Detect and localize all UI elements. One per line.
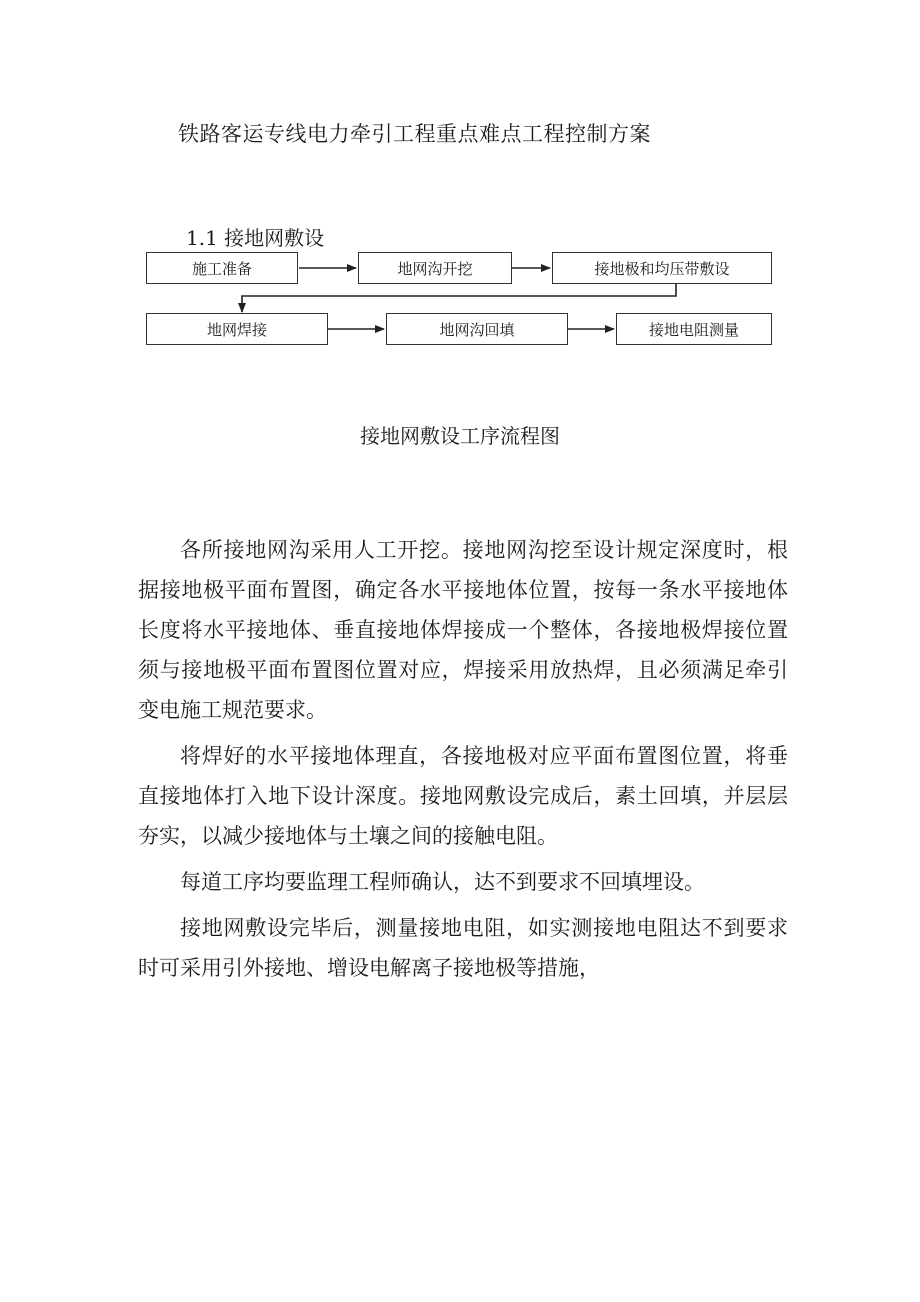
flow-step-electrode-laying: 接地极和均压带敷设: [552, 252, 772, 284]
body-text: [138, 530, 788, 994]
paragraph: 各所接地网沟采用人工开挖。接地网沟挖至设计规定深度时，根据接地极平面布置图，确定各水平接地体位置，按每一条水平接地体长度将水平接地体、垂直接地体焊接成一个整体，各接地极焊接位置须与接地极平面布置图位置对应，焊接采用放热焊，且必须满足牵引变电施工规范要求。: [138, 538, 788, 722]
flow-step-trench-excavation: 地网沟开挖: [358, 252, 512, 284]
paragraph: 接地网敷设完毕后，测量接地电阻，如实测接地电阻达不到要求时可采用引外接地、增设电解离子接地极等措施，: [138, 916, 788, 980]
flow-step-grid-welding: 地网焊接: [146, 313, 328, 345]
paragraph: 将焊好的水平接地体理直，各接地极对应平面布置图位置，将垂直接地体打入地下设计深度。接地网敷设完成后，素土回填，并层层夯实，以减少接地体与土壤之间的接触电阻。: [138, 744, 788, 848]
flow-step-trench-backfill: 地网沟回填: [386, 313, 568, 345]
document-title: 铁路客运专线电力牵引工程重点难点工程控制方案: [178, 122, 651, 146]
flowchart-caption: 接地网敷设工序流程图: [360, 424, 560, 448]
section-heading: 1.1 接地网敷设: [186, 226, 325, 250]
flow-step-resistance-test: 接地电阻测量: [616, 313, 772, 345]
arrow-step3-step4: [242, 284, 676, 312]
flow-step-construction-prep: 施工准备: [146, 252, 298, 284]
paragraph: 每道工序均要监理工程师确认，达不到要求不回填埋设。: [180, 870, 705, 894]
